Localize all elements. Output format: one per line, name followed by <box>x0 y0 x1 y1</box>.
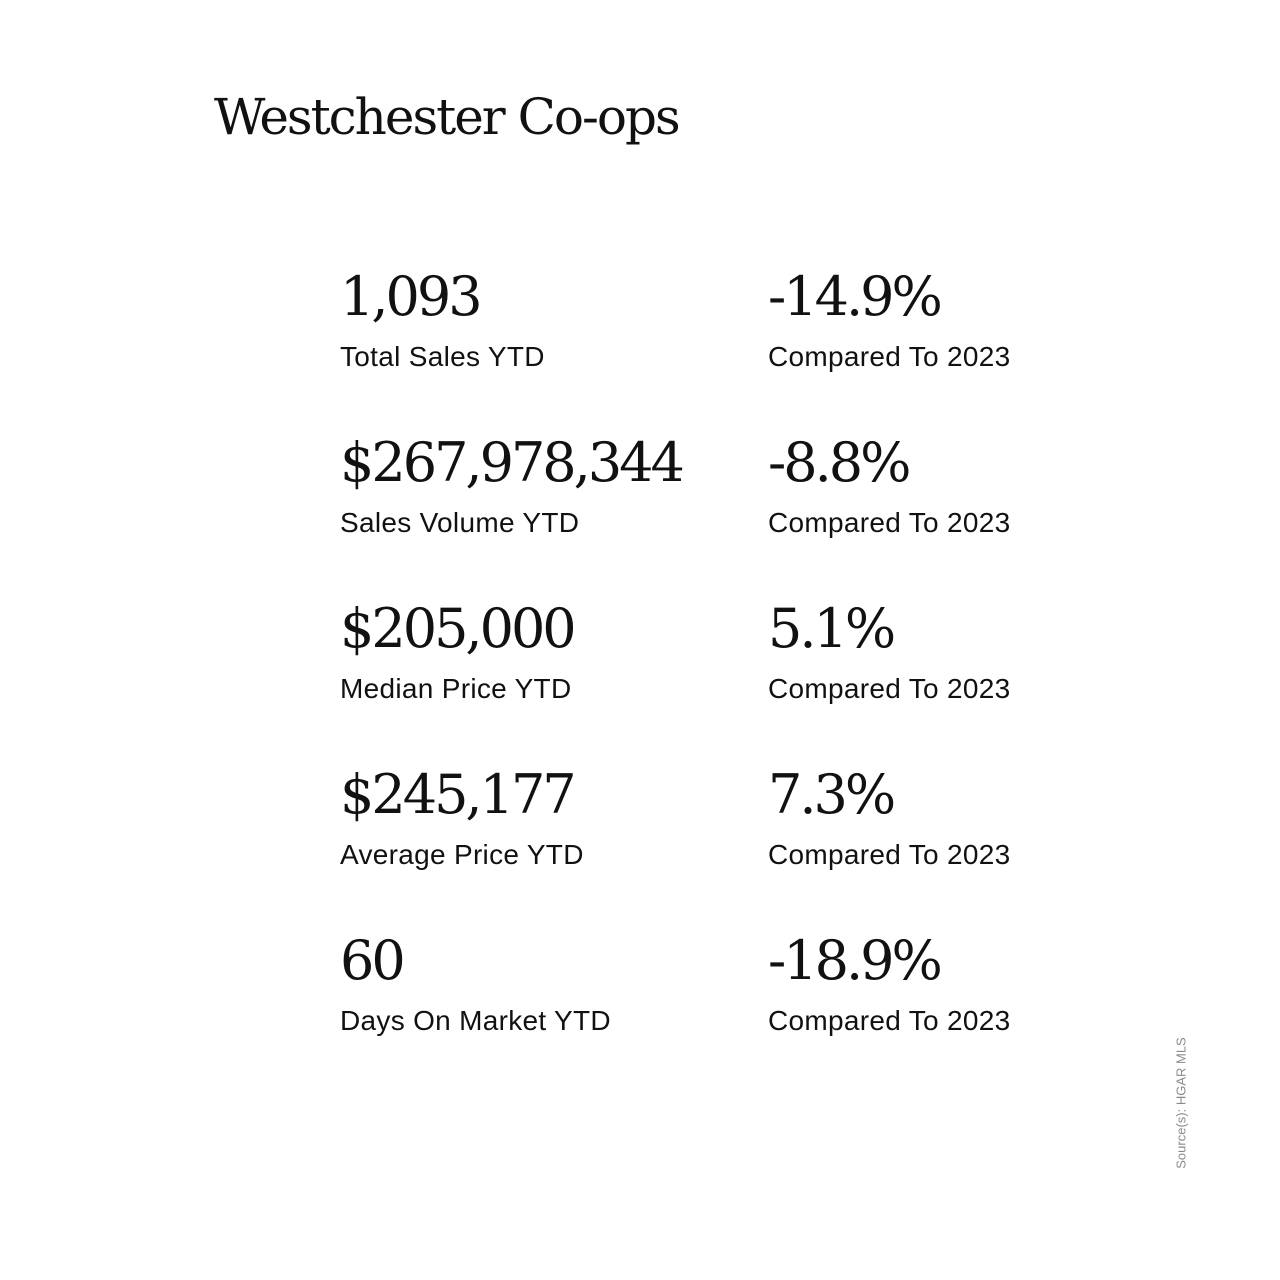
stat-row-sales-volume <box>340 426 1100 592</box>
metric-cell <box>340 260 545 374</box>
metric-value: $267,978,344 <box>340 431 682 494</box>
change-value: -8.8% <box>768 431 909 494</box>
metric-label: Days On Market YTD <box>340 1005 611 1036</box>
change-value: 7.3% <box>768 763 894 826</box>
change-cell <box>768 260 1010 374</box>
metric-cell <box>340 592 574 706</box>
metric-label: Average Price YTD <box>340 839 584 870</box>
change-label: Compared To 2023 <box>768 341 1011 372</box>
change-cell <box>768 924 1010 1038</box>
stat-row-average-price <box>340 758 1100 924</box>
metric-value: $245,177 <box>340 763 574 826</box>
change-label: Compared To 2023 <box>768 1005 1011 1036</box>
stat-row-median-price <box>340 592 1100 758</box>
change-cell <box>768 426 1010 540</box>
page-title: Westchester Co-ops <box>214 88 679 146</box>
metric-label: Total Sales YTD <box>340 341 545 372</box>
stats-grid <box>340 260 1100 1090</box>
metric-cell <box>340 426 682 540</box>
metric-cell <box>340 758 584 872</box>
change-value: -14.9% <box>768 265 940 328</box>
metric-value: 1,093 <box>340 265 480 328</box>
source-note: Source(s): HGAR MLS <box>1173 1037 1189 1169</box>
metric-cell <box>340 924 611 1038</box>
change-value: -18.9% <box>768 929 940 992</box>
change-cell <box>768 592 1010 706</box>
change-value: 5.1% <box>768 597 894 660</box>
stat-row-days-on-market <box>340 924 1100 1090</box>
change-label: Compared To 2023 <box>768 507 1011 538</box>
metric-value: $205,000 <box>340 597 574 660</box>
change-cell <box>768 758 1010 872</box>
metric-label: Median Price YTD <box>340 673 572 704</box>
stat-row-total-sales <box>340 260 1100 426</box>
metric-label: Sales Volume YTD <box>340 507 580 538</box>
metric-value: 60 <box>340 929 403 992</box>
change-label: Compared To 2023 <box>768 839 1011 870</box>
change-label: Compared To 2023 <box>768 673 1011 704</box>
